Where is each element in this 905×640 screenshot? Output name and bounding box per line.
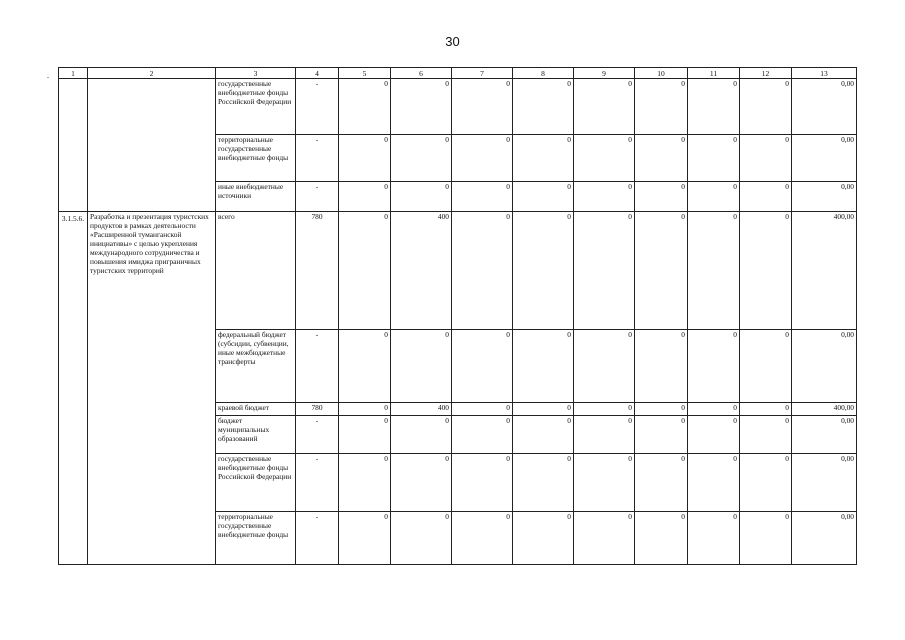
page-number: 30 <box>445 34 460 49</box>
value-cell-4: - <box>296 512 339 565</box>
value-cell: 0 <box>635 454 688 512</box>
value-cell: 0 <box>688 212 740 330</box>
value-cell: 0 <box>513 182 574 212</box>
value-cell-4: 780 <box>296 403 339 416</box>
value-cell: 0 <box>574 454 635 512</box>
value-cell: 0 <box>513 330 574 403</box>
measure-cell <box>88 79 216 212</box>
value-cell: 0 <box>513 454 574 512</box>
header-cell: 12 <box>740 68 792 79</box>
value-cell: 0 <box>574 512 635 565</box>
value-cell: 0 <box>339 454 391 512</box>
value-cell: 0 <box>513 512 574 565</box>
value-cell: 400,00 <box>792 403 857 416</box>
value-cell: 0 <box>635 182 688 212</box>
value-cell: 0 <box>513 403 574 416</box>
margin-mark: . <box>47 71 49 80</box>
value-cell: 0 <box>740 330 792 403</box>
value-cell: 0 <box>452 182 513 212</box>
value-cell: 0 <box>574 330 635 403</box>
code-cell <box>59 79 88 212</box>
value-cell: 0 <box>574 79 635 135</box>
source-label: краевой бюджет <box>216 403 296 416</box>
value-cell: 0 <box>574 182 635 212</box>
table-row <box>59 79 857 135</box>
value-cell: 0 <box>339 135 391 182</box>
source-label: территориальные государственные внебюджетные фонды <box>216 512 296 565</box>
value-cell: 400 <box>391 403 452 416</box>
source-label: всего <box>216 212 296 330</box>
source-label: государственные внебюджетные фонды Российской Федерации <box>216 454 296 512</box>
source-label: территориальные государственные внебюджетные фонды <box>216 135 296 182</box>
value-cell: 0 <box>391 416 452 454</box>
value-cell: 0 <box>740 454 792 512</box>
value-cell: 0 <box>688 182 740 212</box>
value-cell: 0 <box>574 212 635 330</box>
value-cell: 0 <box>688 403 740 416</box>
value-cell: 0 <box>452 330 513 403</box>
value-cell: 0 <box>635 416 688 454</box>
value-cell: 0 <box>391 454 452 512</box>
value-cell: 400,00 <box>792 212 857 330</box>
source-label: бюджет муниципальных образований <box>216 416 296 454</box>
header-cell: 2 <box>88 68 216 79</box>
value-cell: 0 <box>688 512 740 565</box>
value-cell: 0 <box>740 512 792 565</box>
value-cell: 0,00 <box>792 182 857 212</box>
value-cell: 0 <box>688 416 740 454</box>
value-cell: 0 <box>688 330 740 403</box>
measure-code: 3.1.5.6. <box>59 212 88 565</box>
value-cell: 0 <box>740 79 792 135</box>
value-cell: 0 <box>635 79 688 135</box>
value-cell-4: - <box>296 416 339 454</box>
header-cell: 3 <box>216 68 296 79</box>
header-cell: 9 <box>574 68 635 79</box>
value-cell: 0 <box>635 135 688 182</box>
value-cell-4: - <box>296 182 339 212</box>
value-cell: 0 <box>452 454 513 512</box>
value-cell-4: - <box>296 330 339 403</box>
header-cell: 11 <box>688 68 740 79</box>
value-cell: 0 <box>452 403 513 416</box>
source-label: государственные внебюджетные фонды Российской Федерации <box>216 79 296 135</box>
value-cell: 0 <box>740 212 792 330</box>
value-cell: 0,00 <box>792 330 857 403</box>
value-cell: 0 <box>513 79 574 135</box>
value-cell: 0 <box>740 403 792 416</box>
value-cell: 0 <box>452 79 513 135</box>
value-cell: 0 <box>452 212 513 330</box>
value-cell: 0 <box>740 182 792 212</box>
value-cell: 0 <box>740 135 792 182</box>
source-label: федеральный бюджет (субсидии, субвенции, иные межбюджетные трансферты <box>216 330 296 403</box>
value-cell: 400 <box>391 212 452 330</box>
value-cell: 0 <box>574 403 635 416</box>
value-cell: 0 <box>635 403 688 416</box>
value-cell-4: - <box>296 135 339 182</box>
header-cell: 13 <box>792 68 857 79</box>
value-cell: 0 <box>740 416 792 454</box>
value-cell: 0 <box>574 135 635 182</box>
value-cell: 0 <box>391 512 452 565</box>
header-cell: 8 <box>513 68 574 79</box>
value-cell-4: 780 <box>296 212 339 330</box>
table-row <box>59 212 857 330</box>
header-row <box>59 68 857 79</box>
value-cell: 0 <box>339 182 391 212</box>
value-cell: 0 <box>391 182 452 212</box>
value-cell: 0 <box>452 512 513 565</box>
measure-name: Разработка и презентация туристских продуктов в рамках деятельности «Расширенной туманганской инициативы» с целью укрепления международного сотрудничества и повышения имиджа приграничных туристских территорий <box>88 212 216 565</box>
value-cell: 0 <box>635 212 688 330</box>
header-cell: 5 <box>339 68 391 79</box>
value-cell: 0 <box>339 79 391 135</box>
value-cell: 0 <box>635 330 688 403</box>
value-cell: 0 <box>391 135 452 182</box>
value-cell: 0 <box>391 330 452 403</box>
header-cell: 10 <box>635 68 688 79</box>
value-cell: 0 <box>688 135 740 182</box>
value-cell: 0 <box>339 212 391 330</box>
value-cell: 0,00 <box>792 512 857 565</box>
value-cell: 0 <box>339 403 391 416</box>
value-cell-4: - <box>296 454 339 512</box>
value-cell: 0 <box>339 512 391 565</box>
header-cell: 4 <box>296 68 339 79</box>
header-cell: 1 <box>59 68 88 79</box>
header-cell: 6 <box>391 68 452 79</box>
value-cell: 0 <box>513 135 574 182</box>
value-cell: 0,00 <box>792 416 857 454</box>
value-cell: 0 <box>574 416 635 454</box>
value-cell: 0 <box>688 454 740 512</box>
value-cell: 0,00 <box>792 135 857 182</box>
value-cell: 0 <box>513 212 574 330</box>
value-cell: 0 <box>391 79 452 135</box>
value-cell: 0 <box>339 416 391 454</box>
value-cell: 0 <box>635 512 688 565</box>
value-cell: 0 <box>452 135 513 182</box>
value-cell: 0 <box>339 330 391 403</box>
value-cell: 0,00 <box>792 454 857 512</box>
header-cell: 7 <box>452 68 513 79</box>
budget-table <box>58 67 857 565</box>
value-cell: 0 <box>513 416 574 454</box>
value-cell: 0 <box>688 79 740 135</box>
source-label: иные внебюджетные источники <box>216 182 296 212</box>
value-cell-4: - <box>296 79 339 135</box>
value-cell: 0,00 <box>792 79 857 135</box>
value-cell: 0 <box>452 416 513 454</box>
